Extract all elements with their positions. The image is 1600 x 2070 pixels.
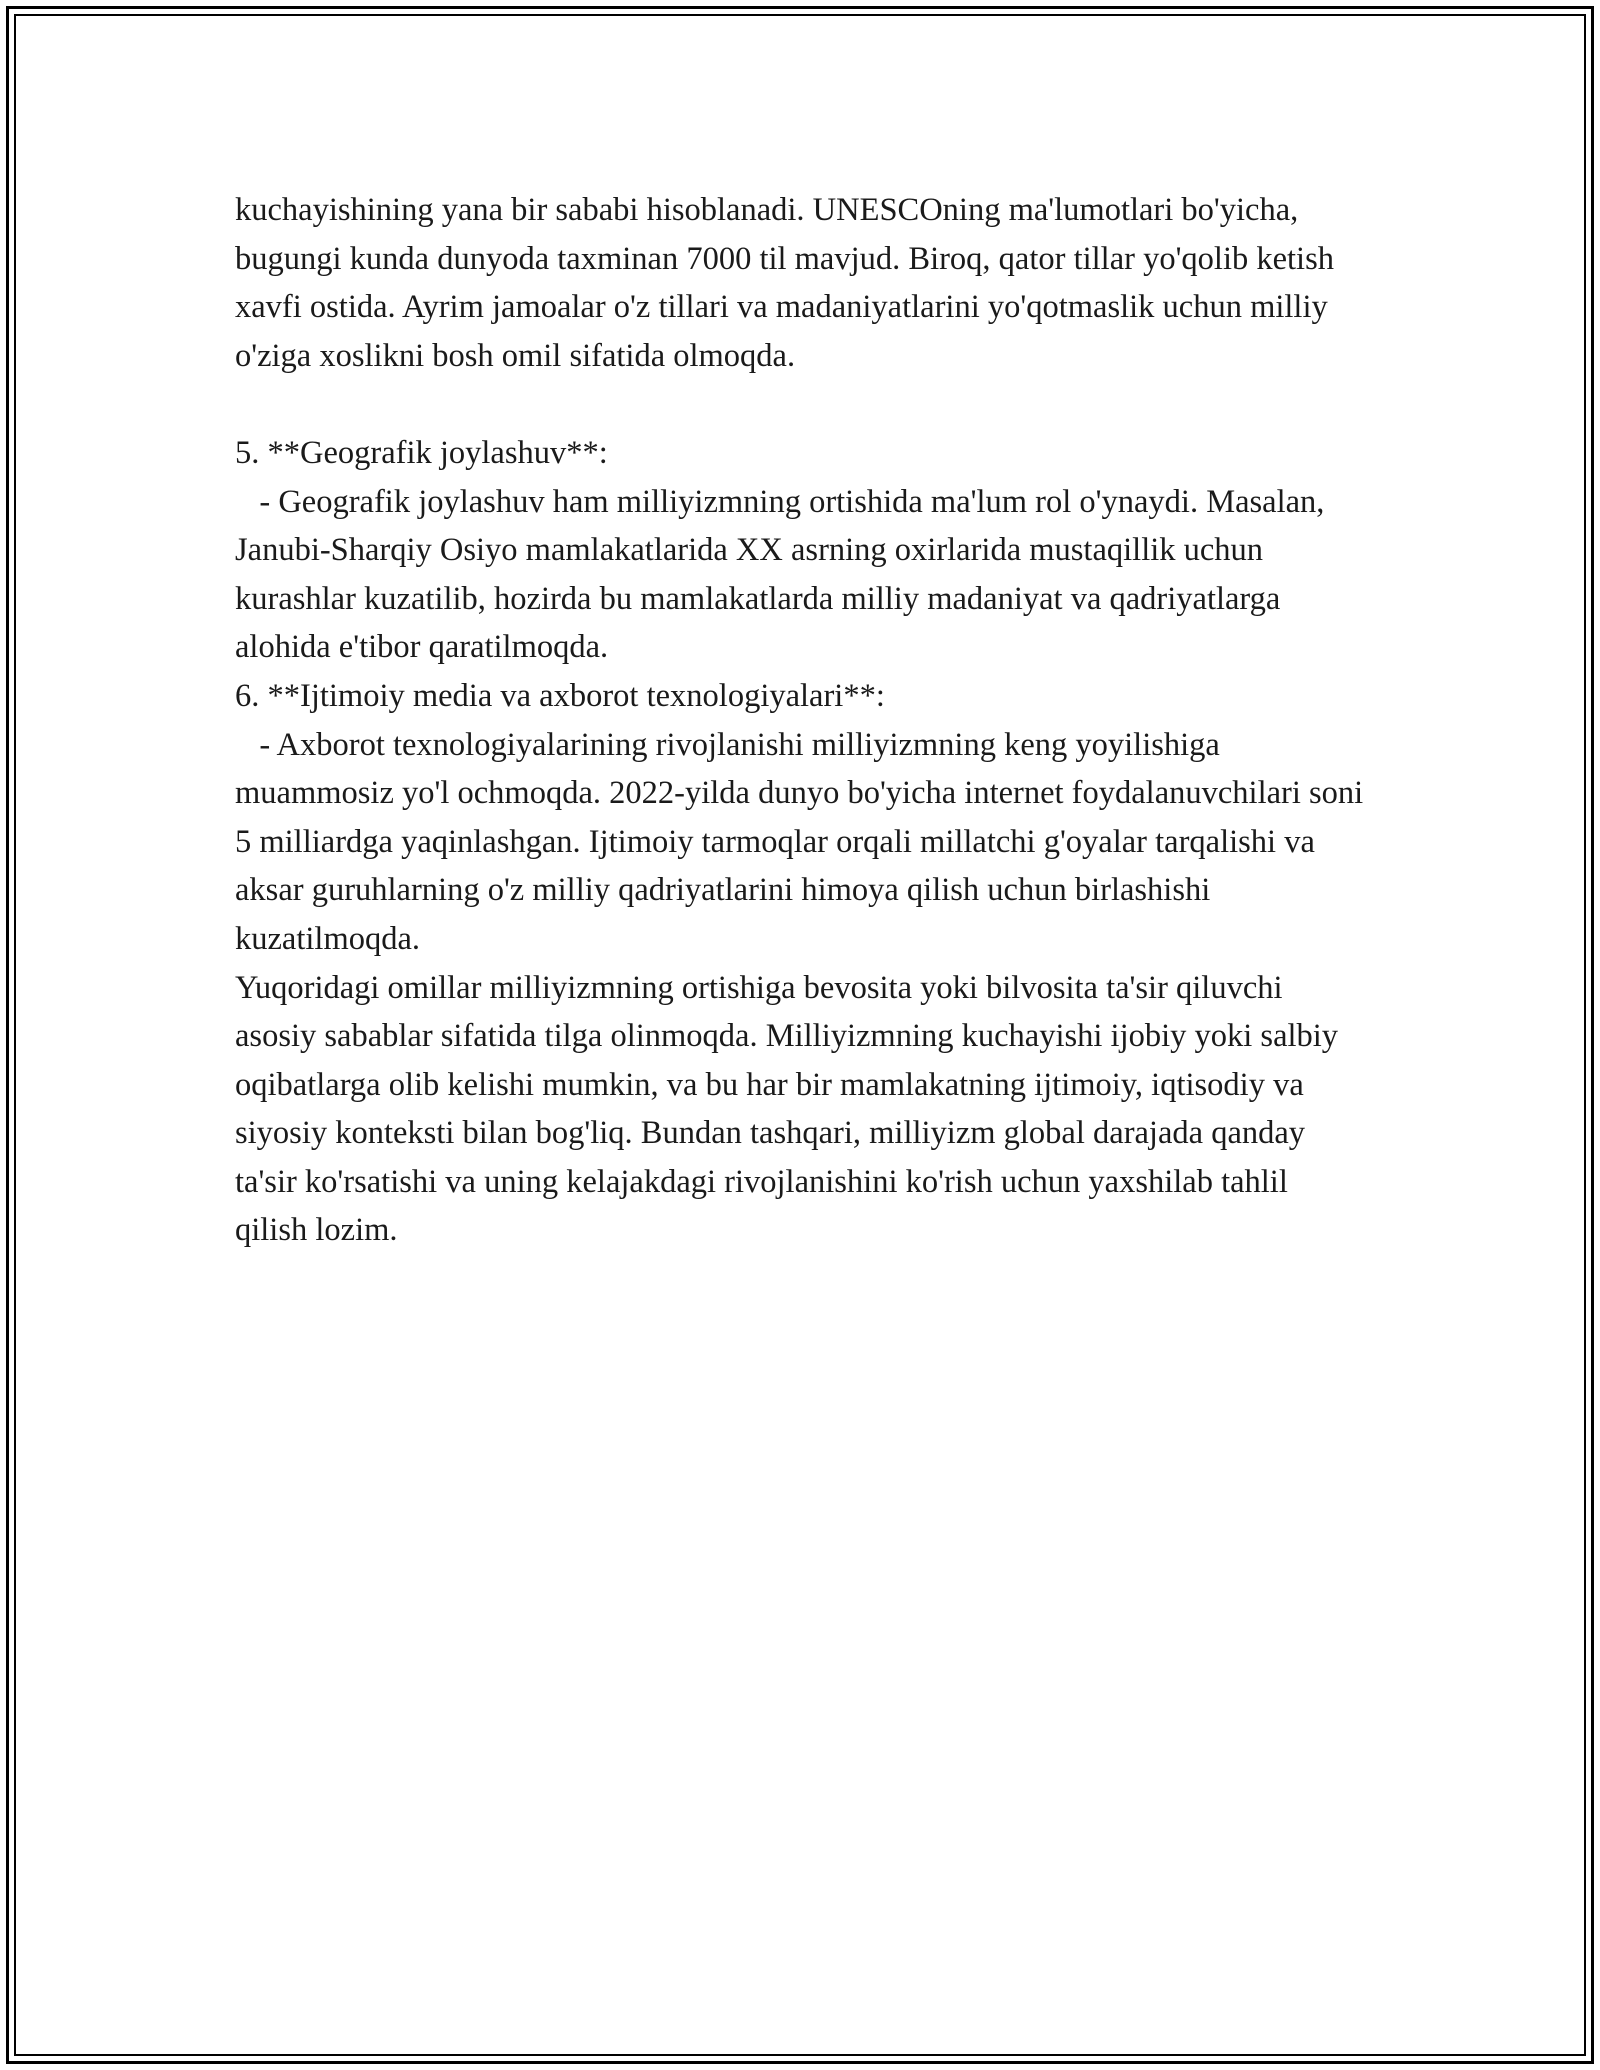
paragraph-conclusion: Yuqoridagi omillar milliyizmning ortishiga bevosita yoki bilvosita ta'sir qiluvchi asosiy sabablar sifatida tilga olinmoqda. Milliyizmning kuchayishi ijobiy yoki salbiy oqibatlarga olib kelishi mumkin, va bu har bir mamlakatning ijtimoiy, iqtisodiy va siyosiy konteksti bilan bog'liq. Bundan tashqari, milliyizm global darajada qanday ta'sir ko'rsatishi va uning kelajakdagi rivojlanishini ko'rish uchun yaxshilab tahlil qilish lozim. (235, 969, 1347, 1249)
section-body: - Geografik joylashuv ham milliyizmning ortishida ma'lum rol o'ynaydi. Masalan, Janubi-Sharqiy Osiyo mamlakatlarida XX asrning oxirlarida mustaqillik uchun kurashlar kuzatilib, hozirda bu mamlakatlarda milliy madaniyat va qadriyatlarga alohida e'tibor qaratilmoqda. (235, 483, 1333, 666)
paragraph-intro: kuchayishining yana bir sababi hisoblanadi. UNESCOning ma'lumotlari bo'yicha, bugungi kunda dunyoda taxminan 7000 til mavjud. Biroq, qator tillar yo'qolib ketish xavfi ostida. Ayrim jamoalar o'z tillari va madaniyatlarini yo'qotmaslik uchun milliy o'ziga xoslikni bosh omil sifatida olmoqda. (235, 192, 1343, 374)
section-heading: 6. **Ijtimoiy media va axborot texnologiyalari**: (235, 677, 885, 714)
section-body: - Axborot texnologiyalarining rivojlanishi milliyizmning keng yoyilishiga muammosiz yo'l ochmoqda. 2022-yilda dunyo bo'yicha internet foydalanuvchilari soni 5 milliardga yaqinlashgan. Ijtimoiy tarmoqlar orqali millatchi g'oyalar tarqalishi va aksar guruhlarning o'z milliy qadriyatlarini himoya qilish uchun birlashishi kuzatilmoqda. (235, 726, 1372, 957)
section-ijtimoiy-media (235, 672, 1372, 964)
section-heading: 5. **Geografik joylashuv**: (235, 434, 608, 471)
document-body (235, 186, 1372, 1255)
section-geografik-joylashuv (235, 429, 1365, 672)
